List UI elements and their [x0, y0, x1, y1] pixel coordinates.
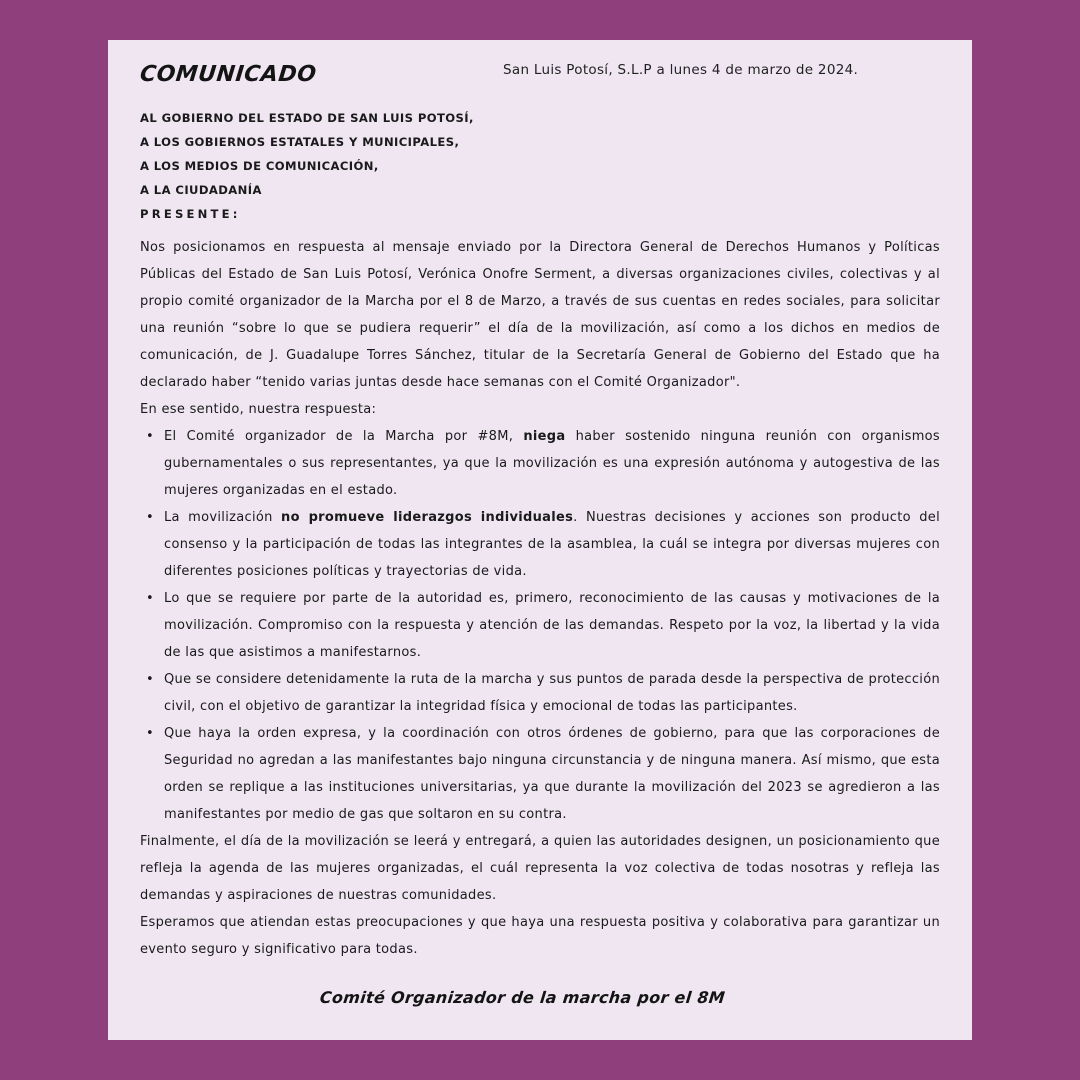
point-text: . Nuestras decisiones y acciones son producto del consenso y la participación de todas las integrantes de la asamblea, la cuál se integra por diversas mujeres con diferentes posiciones políticas y trayectorias de vida. [164, 510, 940, 579]
addressee-presente: PRESENTE: [140, 207, 241, 221]
point-emphasis: no promueve liderazgos individuales [281, 510, 574, 525]
addressee-line: A LOS MEDIOS DE COMUNICACIÓN, [140, 159, 379, 173]
addressee-line: A LA CIUDADANÍA [140, 183, 262, 197]
point-text: Que haya la orden expresa, y la coordinación con otros órdenes de gobierno, para que las corporaciones de Seguridad no agredan a las manifestantes bajo ninguna circunstancia y de ninguna manera. Así mismo, que esta orden se replique a las instituciones universitarias, ya que durante la movilización del 2023 se agredieron a las manifestantes por medio de gas que soltaron en su contra. [164, 726, 940, 822]
response-points [140, 423, 940, 828]
point-text: El Comité organizador de la Marcha por #8M, [164, 429, 524, 444]
addressee-line: A LOS GOBIERNOS ESTATALES Y MUNICIPALES, [140, 135, 460, 149]
point-text: Lo que se requiere por parte de la autoridad es, primero, reconocimiento de las causas y motivaciones de la movilización. Compromiso con la respuesta y atención de las demandas. Respeto por la voz, la libertad y la vida de las que asistimos a manifestarnos. [164, 591, 940, 660]
intro-paragraph: Nos posicionamos en respuesta al mensaje enviado por la Directora General de Derechos Humanos y Políticas Públicas del Estado de San Luis Potosí, Verónica Onofre Serment, a diversas organizaciones civiles, colectivas y al propio comité organizador de la Marcha por el 8 de Marzo, a través de sus cuentas en redes sociales, para solicitar una reunión “sobre lo que se pudiera requerir” el día de la movilización, así como a los dichos en medios de comunicación, de J. Guadalupe Torres Sánchez, titular de la Secretaría General de Gobierno del Estado que ha declarado haber “tenido varias juntas desde hace semanas con el Comité Organizador". [140, 240, 940, 390]
response-point [140, 585, 940, 666]
point-text: Que se considere detenidamente la ruta de la marcha y sus puntos de parada desde la perspectiva de protección civil, con el objetivo de garantizar la integridad física y emocional de todas las participantes. [164, 672, 940, 714]
bullet-icon: • [146, 591, 154, 606]
bullet-icon: • [146, 510, 154, 525]
response-point [140, 666, 940, 720]
closing-paragraph: Finalmente, el día de la movilización se leerá y entregará, a quien las autoridades designen, un posicionamiento que refleja la agenda de las mujeres organizadas, el cuál representa la voz colectiva de todas nosotras y refleja las demandas y aspiraciones de nuestras comunidades. [140, 834, 940, 903]
closing-paragraph: Esperamos que atiendan estas preocupaciones y que haya una respuesta positiva y colaborativa para garantizar un evento seguro y significativo para todas. [140, 915, 940, 957]
addressee-line: AL GOBIERNO DEL ESTADO DE SAN LUIS POTOSÍ, [140, 111, 474, 125]
bullet-icon: • [146, 726, 154, 741]
bullet-icon: • [146, 429, 154, 444]
response-point [140, 423, 940, 504]
signature: Comité Organizador de la marcha por el 8M [319, 988, 727, 1007]
point-text: La movilización [164, 510, 282, 525]
bullet-icon: • [146, 672, 154, 687]
document-title: COMUNICADO [138, 62, 318, 87]
point-text: haber sostenido ninguna reunión con organismos gubernamentales o sus representantes, ya que la movilización es una expresión autónoma y autogestiva de las mujeres organizadas en el estado. [164, 429, 940, 498]
addressee-list [140, 106, 474, 226]
point-emphasis: niega [523, 429, 566, 444]
lead-paragraph: En ese sentido, nuestra respuesta: [140, 402, 377, 417]
response-point [140, 504, 940, 585]
document-date: San Luis Potosí, S.L.P a lunes 4 de marzo de 2024. [503, 62, 859, 78]
document-body [140, 234, 940, 963]
response-point [140, 720, 940, 828]
document-sheet [108, 40, 972, 1040]
